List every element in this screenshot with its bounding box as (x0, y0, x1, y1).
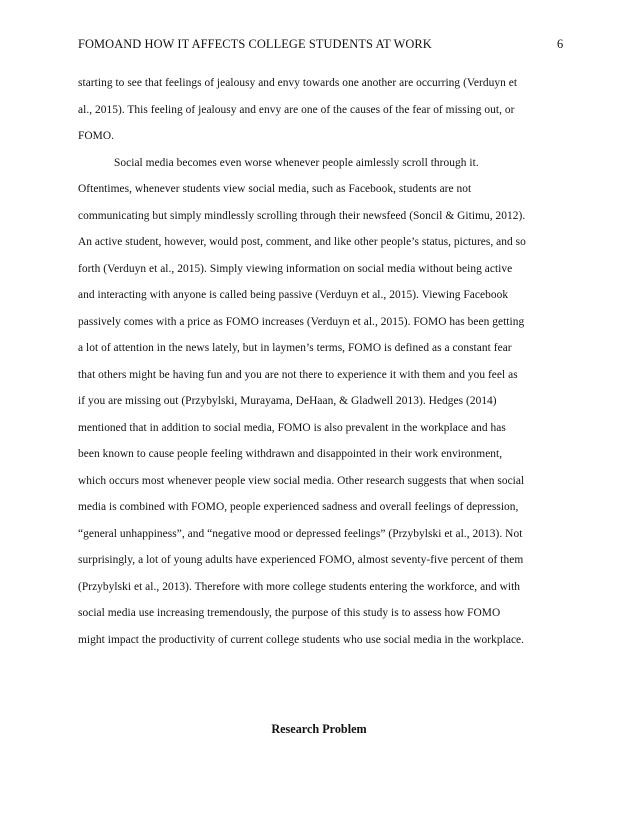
text-line: al., 2015). This feeling of jealousy and envy are one of the causes of the fear of missing out, or (78, 103, 515, 116)
text-line: surprisingly, a lot of young adults have experienced FOMO, almost seventy-five percent of them (78, 554, 524, 566)
text-line: media is combined with FOMO, people experienced sadness and overall feelings of depression, (78, 501, 519, 513)
text-line: and interacting with anyone is called being passive (Verduyn et al., 2015). Viewing Facebook (78, 289, 509, 301)
text-line: that others might be having fun and you are not there to experience it with them and you feel as (78, 368, 518, 381)
text-line: if you are missing out (Przybylski, Murayama, DeHaan, & Gladwell 2013). Hedges (2014) (78, 395, 497, 407)
text-line: mentioned that in addition to social media, FOMO is also prevalent in the workplace and has (78, 421, 506, 434)
text-line: forth (Verduyn et al., 2015). Simply viewing information on social media without being active (78, 262, 513, 275)
text-line: might impact the productivity of current college students who use social media in the workplace. (78, 633, 525, 646)
text-line: (Przybylski et al., 2013). Therefore with more college students entering the workforce, and with (78, 580, 521, 593)
text-line: Oftentimes, whenever students view social media, such as Facebook, students are not (78, 183, 472, 195)
text-line: a lot of attention in the news lately, but in laymen’s terms, FOMO is defined as a constant fear (78, 342, 512, 354)
running-head: FOMOAND HOW IT AFFECTS COLLEGE STUDENTS AT WORK (78, 37, 432, 51)
page-number: 6 (557, 37, 564, 51)
section-heading: Research Problem (271, 722, 367, 736)
text-line: communicating but simply mindlessly scrolling through their newsfeed (Soncil & Gitimu, 2012). (78, 209, 526, 222)
text-line: passively comes with a price as FOMO increases (Verduyn et al., 2015). FOMO has been getting (78, 315, 525, 328)
body-text (78, 70, 578, 653)
text-line: which occurs most whenever people view social media. Other research suggests that when social (78, 474, 525, 487)
paragraph-first-line: Social media becomes even worse whenever people aimlessly scroll through it. (114, 156, 479, 169)
text-line: been known to cause people feeling withdrawn and disappointed in their work environment, (78, 448, 503, 460)
text-line: social media use increasing tremendously, the purpose of this study is to assess how FOMO (78, 607, 501, 619)
text-line: An active student, however, would post, comment, and like other people’s status, pictures, and so (78, 236, 526, 248)
text-line: starting to see that feelings of jealousy and envy towards one another are occurring (Verduyn et (78, 77, 518, 89)
text-line: “general unhappiness”, and “negative mood or depressed feelings” (Przybylski et al., 2013). Not (78, 527, 523, 540)
text-line: FOMO. (78, 130, 115, 142)
